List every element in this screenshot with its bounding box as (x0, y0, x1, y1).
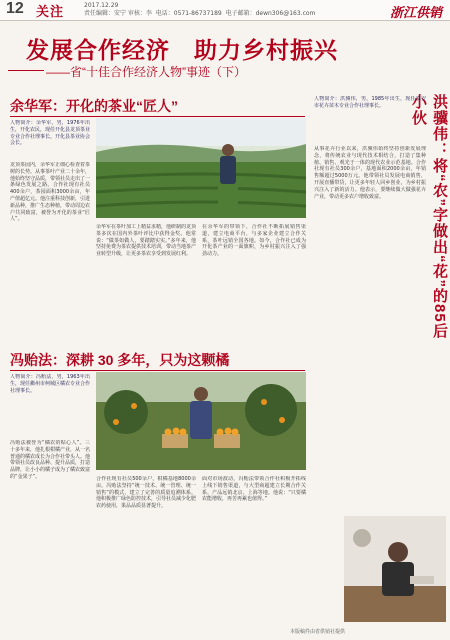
article-title-hong: 洪骥伟：将“农”字做出“花”的85后小伙 (410, 94, 448, 339)
masthead: 浙江供销 (389, 5, 442, 20)
article-intro-yu: 人物简介：余华军，男，1976年出生，开化农民，现任开化县龙顶茶业专业合作社理事长。开化县茶业协会会长。 (10, 120, 90, 147)
orange-orchard-photo (96, 372, 306, 470)
tea-garden-photo (96, 118, 306, 218)
article-body-feng: 冯贻法被誉为“橘农的贴心人”。三十多年来，他扎根柑橘产业，从一名普通的橘农成长为合作社带头人。他带领社员改良品种、提升品质，打造品牌，让小小的橘子成为了橘农致富的“金果子”。 (10, 440, 90, 480)
article-col2-yu: 余华军在茶叶加工上精益求精，他研制的龙顶茶多次在国内外茶叶评比中获得金奖。他常说：“做茶如做人，要踏踏实实。”多年来，他坚持免费为茶农提供技术培训，带动当地茶产业转型升级，让更多茶农享受到发展红利。 (96, 224, 196, 258)
article-body-hong: 从事花卉行业以来，洪骥伟始终坚持创新发展理念，将传统农业与现代技术相结合，打造了集种植、销售、观光于一体的现代农业示范基地。合作社现有社员300余户，基地面积2000余亩，年销售额超过5000万元。他带领社员发展电商销售，开展直播带货，让更多年轻人回乡创业，为乡村振兴注入了新的活力。他表示，要继续做大做强花卉产业，带动更多农户增收致富。 (314, 146, 426, 200)
page-subhead: ——省“十佳合作经济人物”事迹（下） (46, 65, 246, 79)
page-headline: 发展合作经济 助力乡村振兴 (26, 37, 338, 63)
issue-date: 2017.12.29 (84, 2, 119, 9)
section-name: 关注 (36, 4, 65, 19)
article-rule-feng (10, 370, 305, 371)
page-footer: 本版稿件由省供销社提供 (290, 629, 346, 635)
header-meta (84, 2, 315, 18)
article-rule-yu (10, 116, 305, 117)
article-intro-feng: 人物简介：冯贻法，男，1963年出生，现任衢州市柯城区橘农专业合作社理事长。 (10, 374, 90, 394)
article-title-feng: 冯贻法：深耕 30 多年，只为这颗橘 (10, 352, 230, 368)
article-body-yu: 龙顶茶园内，余华军正细心检查着茶树的长势。从事茶叶产业二十余年，他始终坚守品质，带领社员走出了一条绿色发展之路。合作社现有社员400余户，茶园面积3000余亩，年产值超亿元。他注重科技创新，引进新品种，推广生态种植，带动周边农户共同致富，被誉为开化的茶业“匠人”。 (10, 162, 90, 223)
article-col3-feng: 面对市场波动，冯贻法带领合作社积极开拓线上线下销售渠道，与大型商超建立长期合作关系，产品远销北京、上海等地。他说：“只要橘农能增收，再苦再累也值得。” (202, 476, 306, 503)
page-number: 12 (6, 0, 24, 17)
page-header (0, 0, 450, 21)
hong-portrait-photo (344, 516, 446, 622)
article-title-yu: 余华军：开化的茶业“匠人” (10, 98, 178, 114)
subhead-rule (8, 70, 44, 71)
article-col3-yu: 在余华军的带领下，合作社不断拓展销售渠道，建立电商平台，与多家企业建立合作关系，茶叶远销全国各地。如今，合作社已成为开化茶产业的一面旗帜，为乡村振兴注入了强劲动力。 (202, 224, 306, 258)
phone-line: 电话：0571-86737189 (155, 10, 222, 17)
article-col2-feng: 合作社现有社员500余户，柑橘基地8000余亩。冯贻法坚持“统一技术、统一管理、统一销售”的模式，建立了完善的质量追溯体系。他积极推广绿色防控技术，引导社员减少化肥农药使用，果品品质显著提升。 (96, 476, 196, 510)
email-line: 电子邮箱：dewn306@163.com (225, 10, 316, 17)
article-intro-hong: 人物简介：洪骥伟，男，1985年出生，现任临安市花卉苗木专业合作社理事长。 (314, 96, 426, 109)
editor-line: 责任编辑：安宁 审核：李 (84, 10, 152, 17)
